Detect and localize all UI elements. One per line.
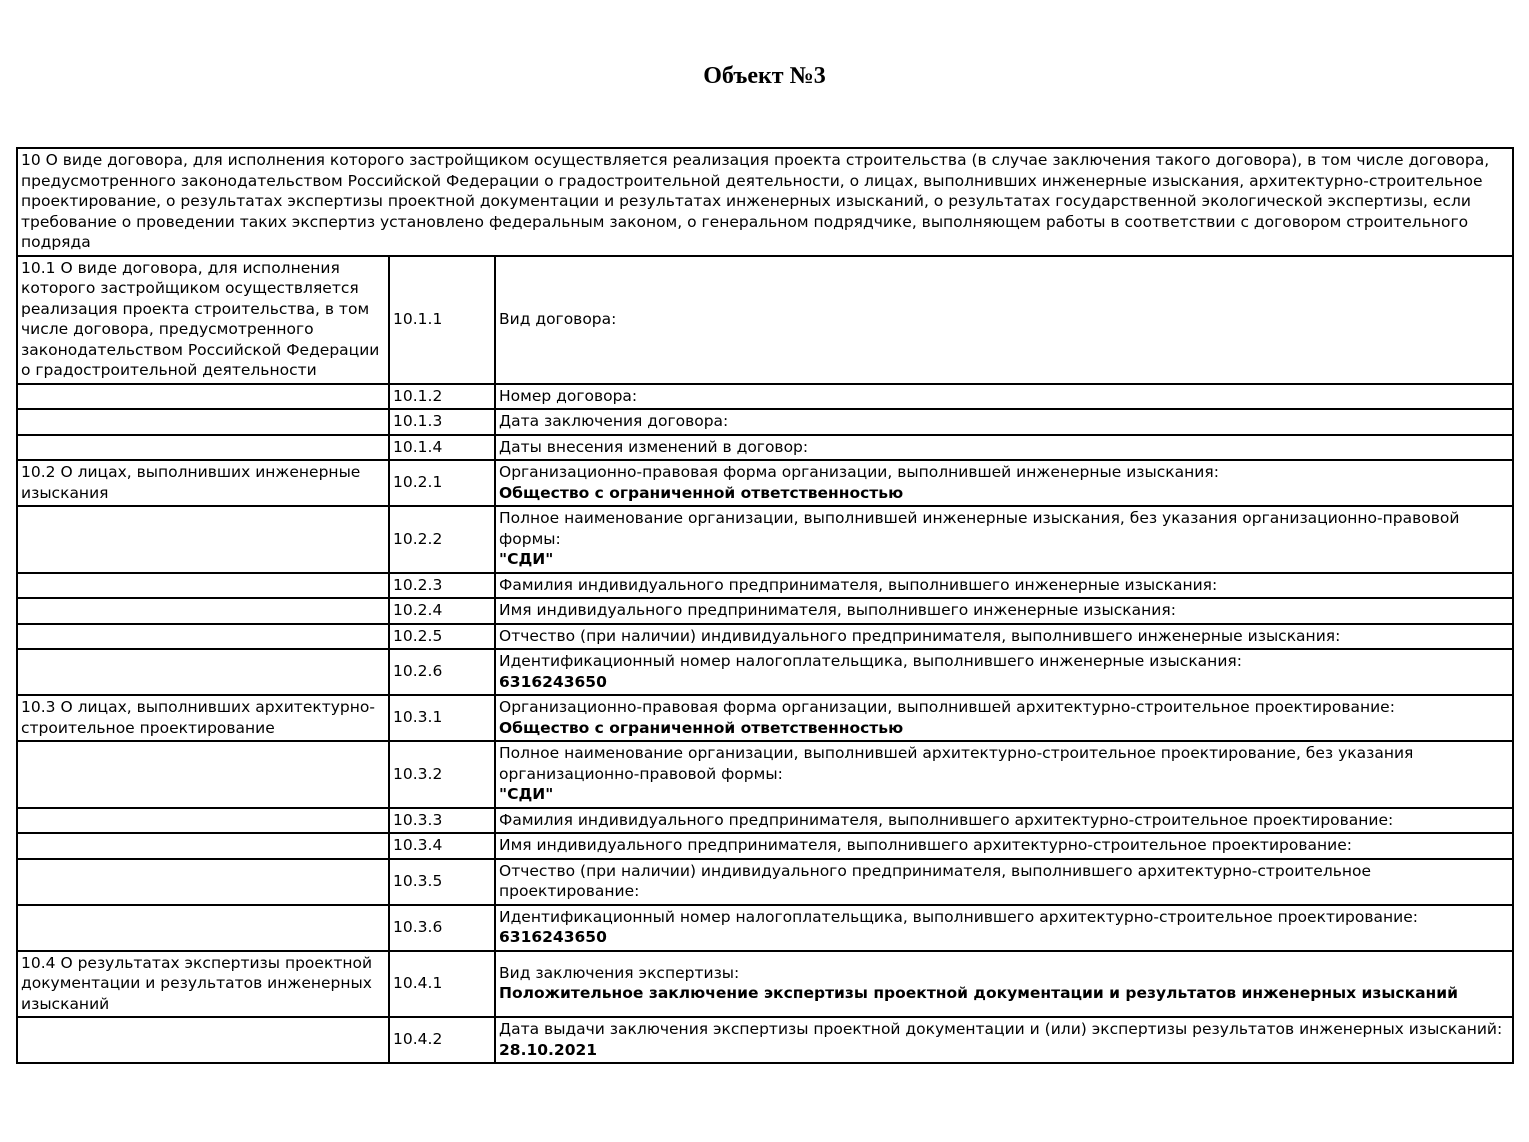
- item-content-cell: [495, 598, 1513, 624]
- item-code-cell: 10.4.2: [389, 1017, 495, 1063]
- item-content-cell: [495, 256, 1513, 384]
- field-value: "СДИ": [499, 550, 554, 568]
- field-value: Положительное заключение экспертизы проектной документации и результатов инженерных изысканий: [499, 984, 1458, 1003]
- item-code-cell: 10.2.2: [389, 506, 495, 573]
- field-value: 6316243650: [499, 928, 607, 946]
- table-row: [17, 695, 1513, 741]
- field-label: Идентификационный номер налогоплательщика, выполнившего инженерные изыскания:: [499, 652, 1242, 670]
- field-label: Вид заключения экспертизы:: [499, 963, 740, 982]
- table-row: [17, 741, 1513, 808]
- field-label: Имя индивидуального предпринимателя, выполнившего инженерные изыскания:: [499, 601, 1176, 619]
- section-title-cell: 10.1 О виде договора, для исполнения которого застройщиком осуществляется реализация проекта строительства, в том числе договора, предусмотренного законодательством Российской Федерации о градостроительной деятельности: [17, 256, 389, 384]
- field-label: Организационно-правовая форма организации, выполнившей архитектурно-строительное проектирование:: [499, 698, 1395, 716]
- field-label: Фамилия индивидуального предпринимателя, выполнившего архитектурно-строительное проектирование:: [499, 810, 1394, 829]
- field-label: Полное наименование организации, выполнившей инженерные изыскания, без указания организационно-правовой формы:: [499, 509, 1460, 548]
- table-row: [17, 951, 1513, 1018]
- field-value: Общество с ограниченной ответственностью: [499, 483, 904, 502]
- table-row: [17, 598, 1513, 624]
- item-code-cell: 10.2.1: [389, 460, 495, 506]
- item-content-cell: [495, 1017, 1513, 1063]
- field-value: 28.10.2021: [499, 1040, 598, 1059]
- item-content-cell: [495, 695, 1513, 741]
- item-content-cell: [495, 624, 1513, 650]
- section-title-cell: [17, 741, 389, 808]
- field-value: Общество с ограниченной ответственностью: [499, 718, 904, 737]
- item-content-cell: [495, 649, 1513, 695]
- item-content-cell: [495, 859, 1513, 905]
- section-10-header-text: 10 О виде договора, для исполнения которого застройщиком осуществляется реализация проекта строительства (в случае заключения такого договора), в том числе договора, предусмотренного законодательством Российской Федерации о градостроительной деятельности, о лицах, выполнивших инженерные изыскания, архитектурно-строительное проектирование, о результатах экспертизы проектной документации и результатах инженерных изысканий, о результатах государственной экологической экспертизы, если требование о проведении таких экспертиз установлено федеральным законом, о генеральном подрядчике, выполняющем работы в соответствии с договором строительного подряда: [17, 148, 1513, 256]
- field-label: Организационно-правовая форма организации, выполнившей инженерные изыскания:: [499, 463, 1219, 481]
- item-code-cell: 10.3.5: [389, 859, 495, 905]
- item-code-cell: 10.1.4: [389, 435, 495, 461]
- section-title-cell: [17, 808, 389, 834]
- section-title-cell: [17, 573, 389, 599]
- table-row: [17, 435, 1513, 461]
- section-title-cell: [17, 435, 389, 461]
- item-content-cell: [495, 833, 1513, 859]
- section-title-cell: [17, 859, 389, 905]
- declaration-table: [16, 147, 1514, 1064]
- field-label: Отчество (при наличии) индивидуального предпринимателя, выполнившего архитектурно-строительное проектирование:: [499, 861, 1372, 900]
- field-label: Даты внесения изменений в договор:: [499, 437, 809, 456]
- section-title-cell: 10.3 О лицах, выполнивших архитектурно-строительное проектирование: [17, 695, 389, 741]
- item-code-cell: 10.2.5: [389, 624, 495, 650]
- table-row: [17, 649, 1513, 695]
- item-content-cell: [495, 435, 1513, 461]
- section-title-cell: [17, 409, 389, 435]
- item-content-cell: [495, 506, 1513, 573]
- item-code-cell: 10.3.2: [389, 741, 495, 808]
- field-label: Отчество (при наличии) индивидуального предпринимателя, выполнившего инженерные изыскания:: [499, 626, 1341, 645]
- table-row: [17, 808, 1513, 834]
- section-title-cell: 10.4 О результатах экспертизы проектной документации и результатов инженерных изысканий: [17, 951, 389, 1018]
- item-code-cell: 10.3.6: [389, 905, 495, 951]
- item-code-cell: 10.3.1: [389, 695, 495, 741]
- item-content-cell: [495, 741, 1513, 808]
- table-row: [17, 624, 1513, 650]
- field-label: Дата заключения договора:: [499, 412, 729, 430]
- section-title-cell: [17, 384, 389, 410]
- table-row: [17, 905, 1513, 951]
- table-row: [17, 506, 1513, 573]
- section-title-cell: [17, 905, 389, 951]
- section-title-cell: [17, 1017, 389, 1063]
- section-title-cell: [17, 598, 389, 624]
- item-content-cell: [495, 460, 1513, 506]
- section-title-cell: [17, 833, 389, 859]
- item-code-cell: 10.2.6: [389, 649, 495, 695]
- table-row: [17, 256, 1513, 384]
- item-code-cell: 10.2.4: [389, 598, 495, 624]
- table-row: [17, 460, 1513, 506]
- item-code-cell: 10.3.4: [389, 833, 495, 859]
- item-content-cell: [495, 384, 1513, 410]
- table-row: [17, 384, 1513, 410]
- field-value: 6316243650: [499, 672, 607, 691]
- table-row: [17, 859, 1513, 905]
- table-row: [17, 833, 1513, 859]
- item-content-cell: [495, 409, 1513, 435]
- section-header-row: [17, 148, 1513, 256]
- item-code-cell: 10.1.1: [389, 256, 495, 384]
- item-code-cell: 10.1.3: [389, 409, 495, 435]
- section-title-cell: [17, 506, 389, 573]
- item-content-cell: [495, 573, 1513, 599]
- item-content-cell: [495, 951, 1513, 1018]
- table-row: [17, 1017, 1513, 1063]
- field-label: Вид договора:: [499, 309, 617, 328]
- item-content-cell: [495, 905, 1513, 951]
- section-title-cell: [17, 649, 389, 695]
- section-title-cell: [17, 624, 389, 650]
- item-code-cell: 10.2.3: [389, 573, 495, 599]
- field-label: Фамилия индивидуального предпринимателя, выполнившего инженерные изыскания:: [499, 575, 1218, 594]
- table-row: [17, 409, 1513, 435]
- field-label: Имя индивидуального предпринимателя, выполнившего архитектурно-строительное проектирование:: [499, 836, 1352, 854]
- field-label: Номер договора:: [499, 386, 638, 405]
- section-title-cell: 10.2 О лицах, выполнивших инженерные изыскания: [17, 460, 389, 506]
- table-row: [17, 573, 1513, 599]
- item-code-cell: 10.1.2: [389, 384, 495, 410]
- item-code-cell: 10.4.1: [389, 951, 495, 1018]
- page-title: Объект №3: [703, 63, 826, 89]
- item-content-cell: [495, 808, 1513, 834]
- field-label: Полное наименование организации, выполнившей архитектурно-строительное проектирование, без указания организационно-правовой формы:: [499, 744, 1414, 783]
- field-label: Идентификационный номер налогоплательщика, выполнившего архитектурно-строительное проектирование:: [499, 907, 1418, 926]
- field-label: Дата выдачи заключения экспертизы проектной документации и (или) экспертизы результатов инженерных изысканий:: [499, 1020, 1503, 1038]
- item-code-cell: 10.3.3: [389, 808, 495, 834]
- field-value: "СДИ": [499, 785, 554, 803]
